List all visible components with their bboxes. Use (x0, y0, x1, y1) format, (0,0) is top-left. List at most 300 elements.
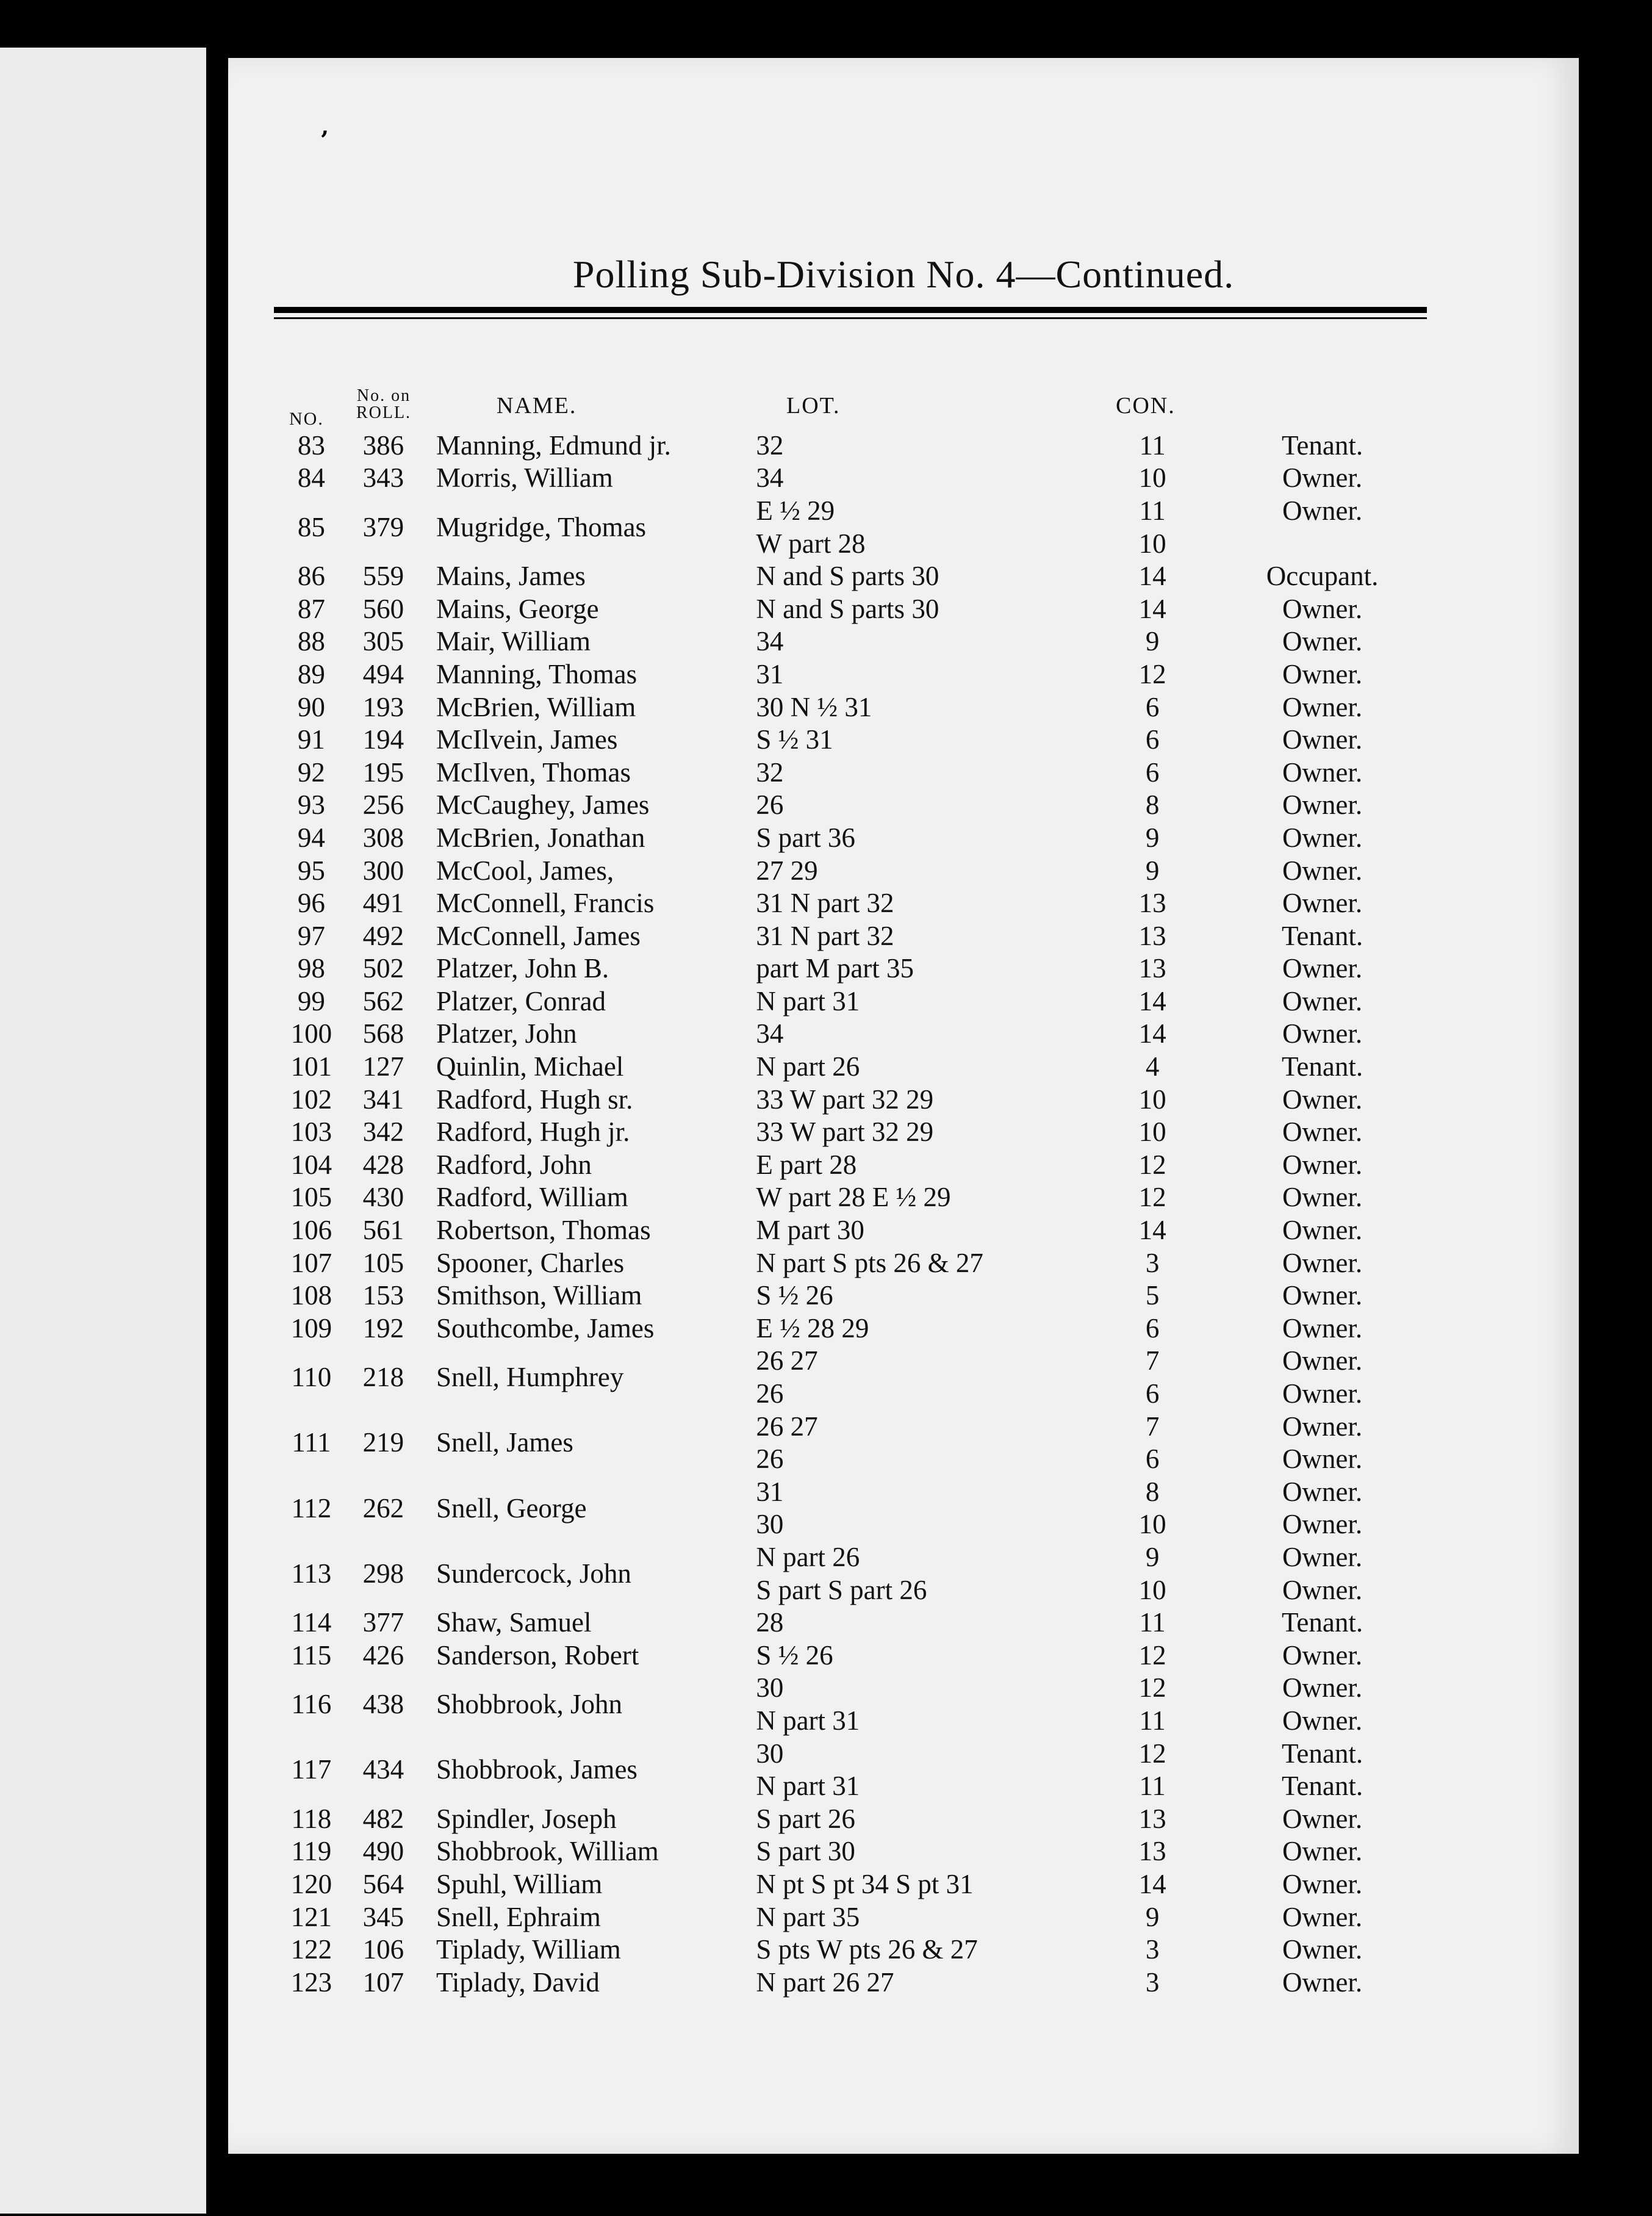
status-cell: Owner. (1282, 888, 1363, 919)
row-number: 105 (290, 1182, 332, 1213)
table-row (274, 559, 1433, 592)
facing-page (0, 48, 206, 2214)
lot-cell: 26 (756, 1378, 784, 1409)
row-number: 99 (297, 985, 325, 1016)
row-number: 122 (290, 1934, 332, 1965)
lot-cell: S part 26 (756, 1803, 855, 1834)
status-cell: Owner. (1282, 1966, 1363, 1998)
row-number: 93 (297, 790, 325, 821)
roll-number: 562 (362, 985, 404, 1016)
con-cell: 10 (1138, 1574, 1166, 1605)
voter-name: McBrien, William (436, 691, 636, 722)
book-gutter (206, 0, 228, 2216)
row-number: 112 (291, 1492, 332, 1524)
lot-cell: S pts W pts 26 & 27 (756, 1934, 978, 1965)
status-cell: Owner. (1282, 1444, 1363, 1475)
status-cell: Owner. (1282, 462, 1363, 494)
roll-number: 105 (362, 1247, 404, 1278)
con-cell: 10 (1138, 1509, 1166, 1540)
header-con: CON. (1116, 393, 1176, 419)
status-cell: Owner. (1282, 1901, 1363, 1932)
status-cell (1212, 527, 1433, 560)
voter-name: Spooner, Charles (436, 1247, 625, 1278)
lot-cell: S part 36 (756, 822, 855, 853)
voter-name: Shobbrook, James (436, 1754, 637, 1785)
lot-cell: 26 (756, 790, 784, 821)
con-cell: 12 (1138, 1672, 1166, 1703)
voter-name: Sanderson, Robert (436, 1639, 639, 1671)
table-row (274, 1541, 1433, 1574)
row-number: 107 (290, 1247, 332, 1278)
lot-cell: W part 28 E ½ 29 (756, 1182, 951, 1213)
roll-number: 502 (362, 953, 404, 984)
voter-name: Radford, William (436, 1182, 628, 1213)
con-cell: 6 (1145, 1312, 1160, 1344)
page-title: Polling Sub-Division No. 4—Continued. (572, 253, 1235, 296)
lot-cell: M part 30 (756, 1215, 864, 1246)
table-row (274, 1639, 1433, 1672)
row-number: 98 (297, 953, 325, 984)
table-row (274, 1868, 1433, 1901)
con-cell: 6 (1145, 691, 1160, 722)
lot-cell: S ½ 26 (756, 1280, 833, 1311)
roll-number: 106 (362, 1934, 404, 1965)
lot-cell: S ½ 26 (756, 1639, 833, 1671)
table-row (274, 854, 1433, 887)
row-number: 96 (297, 888, 325, 919)
lot-cell: N pt S pt 34 S pt 31 (756, 1868, 974, 1899)
voter-name: McCool, James, (436, 855, 614, 886)
roll-number: 564 (362, 1868, 404, 1899)
row-number: 111 (292, 1427, 331, 1458)
roll-number: 559 (362, 561, 404, 592)
ink-mark: ʼ (320, 126, 328, 155)
lot-cell: N and S parts 30 (756, 561, 939, 592)
status-cell: Owner. (1282, 757, 1363, 788)
status-cell: Owner. (1282, 855, 1363, 886)
lot-cell: S ½ 31 (756, 724, 833, 755)
roll-number: 430 (362, 1182, 404, 1213)
voter-name: McBrien, Jonathan (436, 822, 645, 853)
row-number: 104 (290, 1149, 332, 1180)
table-row (274, 952, 1433, 985)
status-cell: Owner. (1282, 1117, 1363, 1148)
table-row (274, 1181, 1433, 1214)
status-cell: Owner. (1282, 953, 1363, 984)
voter-name: Shaw, Samuel (436, 1607, 592, 1638)
roll-number: 153 (362, 1280, 404, 1311)
lot-cell: N part 35 (756, 1901, 860, 1932)
con-cell: 13 (1138, 953, 1166, 984)
roll-number: 195 (362, 757, 404, 788)
row-number: 120 (290, 1868, 332, 1899)
lot-cell: S part 30 (756, 1836, 855, 1867)
roll-number: 193 (362, 691, 404, 722)
status-cell: Owner. (1282, 1345, 1363, 1376)
row-number: 92 (297, 757, 325, 788)
lot-cell: 30 N ½ 31 (756, 691, 872, 722)
table-row (274, 494, 1433, 527)
roll-number: 127 (362, 1051, 404, 1082)
voter-name: Manning, Edmund jr. (436, 430, 671, 461)
row-number: 103 (290, 1117, 332, 1148)
con-cell: 9 (1145, 626, 1160, 657)
status-cell: Owner. (1282, 724, 1363, 755)
lot-cell: 30 (756, 1672, 784, 1703)
lot-cell: N part 26 (756, 1541, 860, 1572)
con-cell: 9 (1145, 855, 1160, 886)
lot-cell: 33 W part 32 29 (756, 1084, 934, 1115)
con-cell: 3 (1145, 1934, 1160, 1965)
voter-name: McConnell, James (436, 920, 641, 951)
row-number: 113 (291, 1558, 332, 1589)
table-row (274, 1672, 1433, 1705)
lot-cell: 28 (756, 1607, 784, 1638)
roll-number: 377 (362, 1607, 404, 1638)
roll-number: 194 (362, 724, 404, 755)
roll-number: 345 (362, 1901, 404, 1932)
row-number: 115 (291, 1639, 332, 1671)
table-row (274, 1410, 1433, 1443)
lot-cell: N part S pts 26 & 27 (756, 1247, 983, 1278)
table-row (274, 985, 1433, 1018)
roll-number: 219 (362, 1427, 404, 1458)
row-number: 91 (297, 724, 325, 755)
status-cell: Owner. (1282, 1280, 1363, 1311)
table-row (274, 1345, 1433, 1378)
table-row (274, 1901, 1433, 1934)
con-cell: 12 (1138, 1738, 1166, 1769)
row-number: 89 (297, 658, 325, 689)
lot-cell: N part 31 (756, 1771, 860, 1802)
roll-number: 560 (362, 593, 404, 624)
status-cell: Owner. (1282, 658, 1363, 689)
voter-name: Snell, George (436, 1492, 587, 1524)
voter-name: Snell, James (436, 1427, 573, 1458)
table-row (274, 1606, 1433, 1639)
con-cell: 11 (1139, 1705, 1166, 1736)
con-cell: 6 (1145, 1378, 1160, 1409)
roll-number: 343 (362, 462, 404, 494)
status-cell: Occupant. (1266, 561, 1379, 592)
status-cell: Owner. (1282, 626, 1363, 657)
con-cell: 12 (1138, 1639, 1166, 1671)
voter-name: Radford, Hugh sr. (436, 1084, 633, 1115)
voter-name: Manning, Thomas (436, 658, 637, 689)
status-cell: Owner. (1282, 691, 1363, 722)
con-cell: 14 (1138, 561, 1166, 592)
voters-list-body (274, 429, 1433, 1999)
voter-name: McCaughey, James (436, 790, 650, 821)
voter-name: Robertson, Thomas (436, 1215, 651, 1246)
roll-number: 492 (362, 920, 404, 951)
con-cell: 6 (1145, 1444, 1160, 1475)
con-cell: 12 (1138, 658, 1166, 689)
con-cell: 10 (1138, 462, 1166, 494)
table-row (274, 723, 1433, 756)
roll-number: 426 (362, 1639, 404, 1671)
roll-number: 568 (362, 1018, 404, 1049)
status-cell: Owner. (1282, 1247, 1363, 1278)
header-name: NAME. (497, 393, 577, 419)
lot-cell: W part 28 (756, 528, 866, 559)
con-cell: 14 (1138, 1215, 1166, 1246)
voter-name: Snell, Ephraim (436, 1901, 601, 1932)
row-number: 87 (297, 593, 325, 624)
status-cell: Owner. (1282, 1803, 1363, 1834)
con-cell: 4 (1145, 1051, 1160, 1082)
voter-name: Smithson, William (436, 1280, 642, 1311)
lot-cell: 30 (756, 1738, 784, 1769)
lot-cell: 31 (756, 658, 784, 689)
row-number: 106 (290, 1215, 332, 1246)
roll-number: 308 (362, 822, 404, 853)
status-cell: Owner. (1282, 1672, 1363, 1703)
roll-number: 379 (362, 511, 404, 542)
con-cell: 13 (1138, 1836, 1166, 1867)
voter-name: McConnell, Francis (436, 888, 655, 919)
table-row (274, 1933, 1433, 1966)
header-roll: No. on ROLL. (356, 386, 412, 422)
con-cell: 14 (1138, 593, 1166, 624)
row-number: 114 (291, 1607, 332, 1638)
table-row (274, 625, 1433, 658)
status-cell: Owner. (1282, 1476, 1363, 1507)
status-cell: Owner. (1282, 1541, 1363, 1572)
roll-number: 262 (362, 1492, 404, 1524)
header-lot: LOT. (786, 393, 841, 419)
row-number: 102 (290, 1084, 332, 1115)
status-cell: Owner. (1282, 1509, 1363, 1540)
title-rule-thin (274, 317, 1427, 319)
voter-name: Shobbrook, William (436, 1836, 659, 1867)
status-cell: Tenant. (1282, 1607, 1363, 1638)
lot-cell: E ½ 29 (756, 495, 835, 526)
con-cell: 12 (1138, 1182, 1166, 1213)
status-cell: Owner. (1282, 790, 1363, 821)
row-number: 110 (291, 1362, 332, 1393)
table-row (274, 1148, 1433, 1181)
status-cell: Owner. (1282, 1836, 1363, 1867)
roll-number: 300 (362, 855, 404, 886)
voter-name: Southcombe, James (436, 1312, 655, 1344)
row-number: 116 (291, 1689, 332, 1720)
voter-name: Mugridge, Thomas (436, 511, 647, 542)
roll-number: 434 (362, 1754, 404, 1785)
lot-cell: 32 (756, 430, 784, 461)
con-cell: 11 (1139, 1771, 1166, 1802)
roll-number: 561 (362, 1215, 404, 1246)
voter-name: Platzer, Conrad (436, 985, 606, 1016)
con-cell: 9 (1145, 1901, 1160, 1932)
lot-cell: part M part 35 (756, 953, 914, 984)
con-cell: 8 (1145, 790, 1160, 821)
roll-number: 482 (362, 1803, 404, 1834)
lot-cell: 31 (756, 1476, 784, 1507)
row-number: 118 (291, 1803, 332, 1834)
con-cell: 10 (1138, 1084, 1166, 1115)
voter-name: Tiplady, David (436, 1966, 600, 1998)
table-row (274, 1835, 1433, 1868)
status-cell: Owner. (1282, 1411, 1363, 1442)
table-row (274, 658, 1433, 691)
voter-name: Sundercock, John (436, 1558, 631, 1589)
lot-cell: S part S part 26 (756, 1574, 927, 1605)
con-cell: 10 (1138, 1117, 1166, 1148)
row-number: 121 (290, 1901, 332, 1932)
table-row (274, 462, 1433, 495)
con-cell: 7 (1145, 1345, 1160, 1376)
row-number: 86 (297, 561, 325, 592)
voter-name: Spindler, Joseph (436, 1803, 617, 1834)
status-cell: Owner. (1282, 1149, 1363, 1180)
status-cell: Owner. (1282, 1215, 1363, 1246)
row-number: 83 (297, 430, 325, 461)
lot-cell: N and S parts 30 (756, 593, 939, 624)
table-row (274, 1083, 1433, 1116)
lot-cell: 31 N part 32 (756, 888, 894, 919)
roll-number: 490 (362, 1836, 404, 1867)
document-page (228, 58, 1579, 2154)
lot-cell: 26 27 (756, 1411, 818, 1442)
title-rule-thick (274, 307, 1427, 313)
table-row (274, 756, 1433, 789)
con-cell: 9 (1145, 1541, 1160, 1572)
lot-cell: 31 N part 32 (756, 920, 894, 951)
voter-name: McIlven, Thomas (436, 757, 631, 788)
roll-number: 305 (362, 626, 404, 657)
status-cell: Owner. (1282, 495, 1363, 526)
lot-cell: N part 26 (756, 1051, 860, 1082)
row-number: 90 (297, 691, 325, 722)
con-cell: 11 (1139, 495, 1166, 526)
status-cell: Owner. (1282, 1182, 1363, 1213)
con-cell: 3 (1145, 1247, 1160, 1278)
voter-name: Morris, William (436, 462, 613, 494)
voter-name: Tiplady, William (436, 1934, 621, 1965)
lot-cell: 30 (756, 1509, 784, 1540)
con-cell: 12 (1138, 1149, 1166, 1180)
row-number: 117 (291, 1754, 332, 1785)
con-cell: 5 (1145, 1280, 1160, 1311)
row-number: 85 (297, 511, 325, 542)
roll-number: 494 (362, 658, 404, 689)
table-row (274, 1475, 1433, 1508)
status-cell: Owner. (1282, 985, 1363, 1016)
con-cell: 13 (1138, 920, 1166, 951)
lot-cell: 34 (756, 462, 784, 494)
status-cell: Owner. (1282, 593, 1363, 624)
table-row (274, 429, 1433, 462)
lot-cell: 34 (756, 626, 784, 657)
status-cell: Owner. (1282, 1868, 1363, 1899)
voter-name: Radford, Hugh jr. (436, 1117, 630, 1148)
con-cell: 6 (1145, 757, 1160, 788)
table-row (274, 592, 1433, 625)
lot-cell: 26 (756, 1444, 784, 1475)
table-row (274, 691, 1433, 724)
lot-cell: N part 31 (756, 1705, 860, 1736)
roll-number: 298 (362, 1558, 404, 1589)
voters-list-table (274, 429, 1433, 1999)
voter-name: Radford, John (436, 1149, 592, 1180)
lot-cell: N part 31 (756, 985, 860, 1016)
table-row (274, 1050, 1433, 1083)
roll-number: 386 (362, 430, 404, 461)
voter-name: Platzer, John B. (436, 953, 609, 984)
table-row (274, 821, 1433, 854)
table-row (274, 1279, 1433, 1312)
voter-name: Shobbrook, John (436, 1689, 622, 1720)
voter-name: Snell, Humphrey (436, 1362, 624, 1393)
table-row (274, 1018, 1433, 1051)
roll-number: 428 (362, 1149, 404, 1180)
table-row (274, 1246, 1433, 1279)
con-cell: 6 (1145, 724, 1160, 755)
lot-cell: N part 26 27 (756, 1966, 894, 1998)
row-number: 108 (290, 1280, 332, 1311)
status-cell: Tenant. (1282, 920, 1363, 951)
voter-name: Mair, William (436, 626, 591, 657)
row-number: 123 (290, 1966, 332, 1998)
voter-name: Quinlin, Michael (436, 1051, 624, 1082)
lot-cell: 26 27 (756, 1345, 818, 1376)
lot-cell: E ½ 28 29 (756, 1312, 869, 1344)
con-cell: 14 (1138, 1868, 1166, 1899)
lot-cell: 33 W part 32 29 (756, 1117, 934, 1148)
row-number: 101 (290, 1051, 332, 1082)
status-cell: Tenant. (1282, 1051, 1363, 1082)
row-number: 94 (297, 822, 325, 853)
con-cell: 8 (1145, 1476, 1160, 1507)
roll-number: 107 (362, 1966, 404, 1998)
table-row (274, 1312, 1433, 1345)
con-cell: 9 (1145, 822, 1160, 853)
voter-name: Spuhl, William (436, 1868, 603, 1899)
lot-cell: 27 29 (756, 855, 818, 886)
con-cell: 13 (1138, 1803, 1166, 1834)
status-cell: Owner. (1282, 822, 1363, 853)
lot-cell: 32 (756, 757, 784, 788)
table-row (274, 887, 1433, 919)
row-number: 97 (297, 920, 325, 951)
status-cell: Owner. (1282, 1084, 1363, 1115)
table-row (274, 1802, 1433, 1835)
roll-number: 256 (362, 790, 404, 821)
voter-name: McIlvein, James (436, 724, 618, 755)
row-number: 109 (290, 1312, 332, 1344)
status-cell: Tenant. (1282, 1771, 1363, 1802)
con-cell: 11 (1139, 430, 1166, 461)
status-cell: Tenant. (1282, 430, 1363, 461)
row-number: 95 (297, 855, 325, 886)
con-cell: 13 (1138, 888, 1166, 919)
status-cell: Owner. (1282, 1312, 1363, 1344)
status-cell: Owner. (1282, 1639, 1363, 1671)
status-cell: Owner. (1282, 1018, 1363, 1049)
row-number: 88 (297, 626, 325, 657)
page-edge-shadow (1579, 58, 1652, 2216)
roll-number: 218 (362, 1362, 404, 1393)
table-row (274, 789, 1433, 822)
row-number: 119 (291, 1836, 332, 1867)
status-cell: Owner. (1282, 1705, 1363, 1736)
lot-cell: 34 (756, 1018, 784, 1049)
roll-number: 491 (362, 888, 404, 919)
status-cell: Owner. (1282, 1574, 1363, 1605)
voter-name: Mains, James (436, 561, 586, 592)
voter-name: Mains, George (436, 593, 599, 624)
